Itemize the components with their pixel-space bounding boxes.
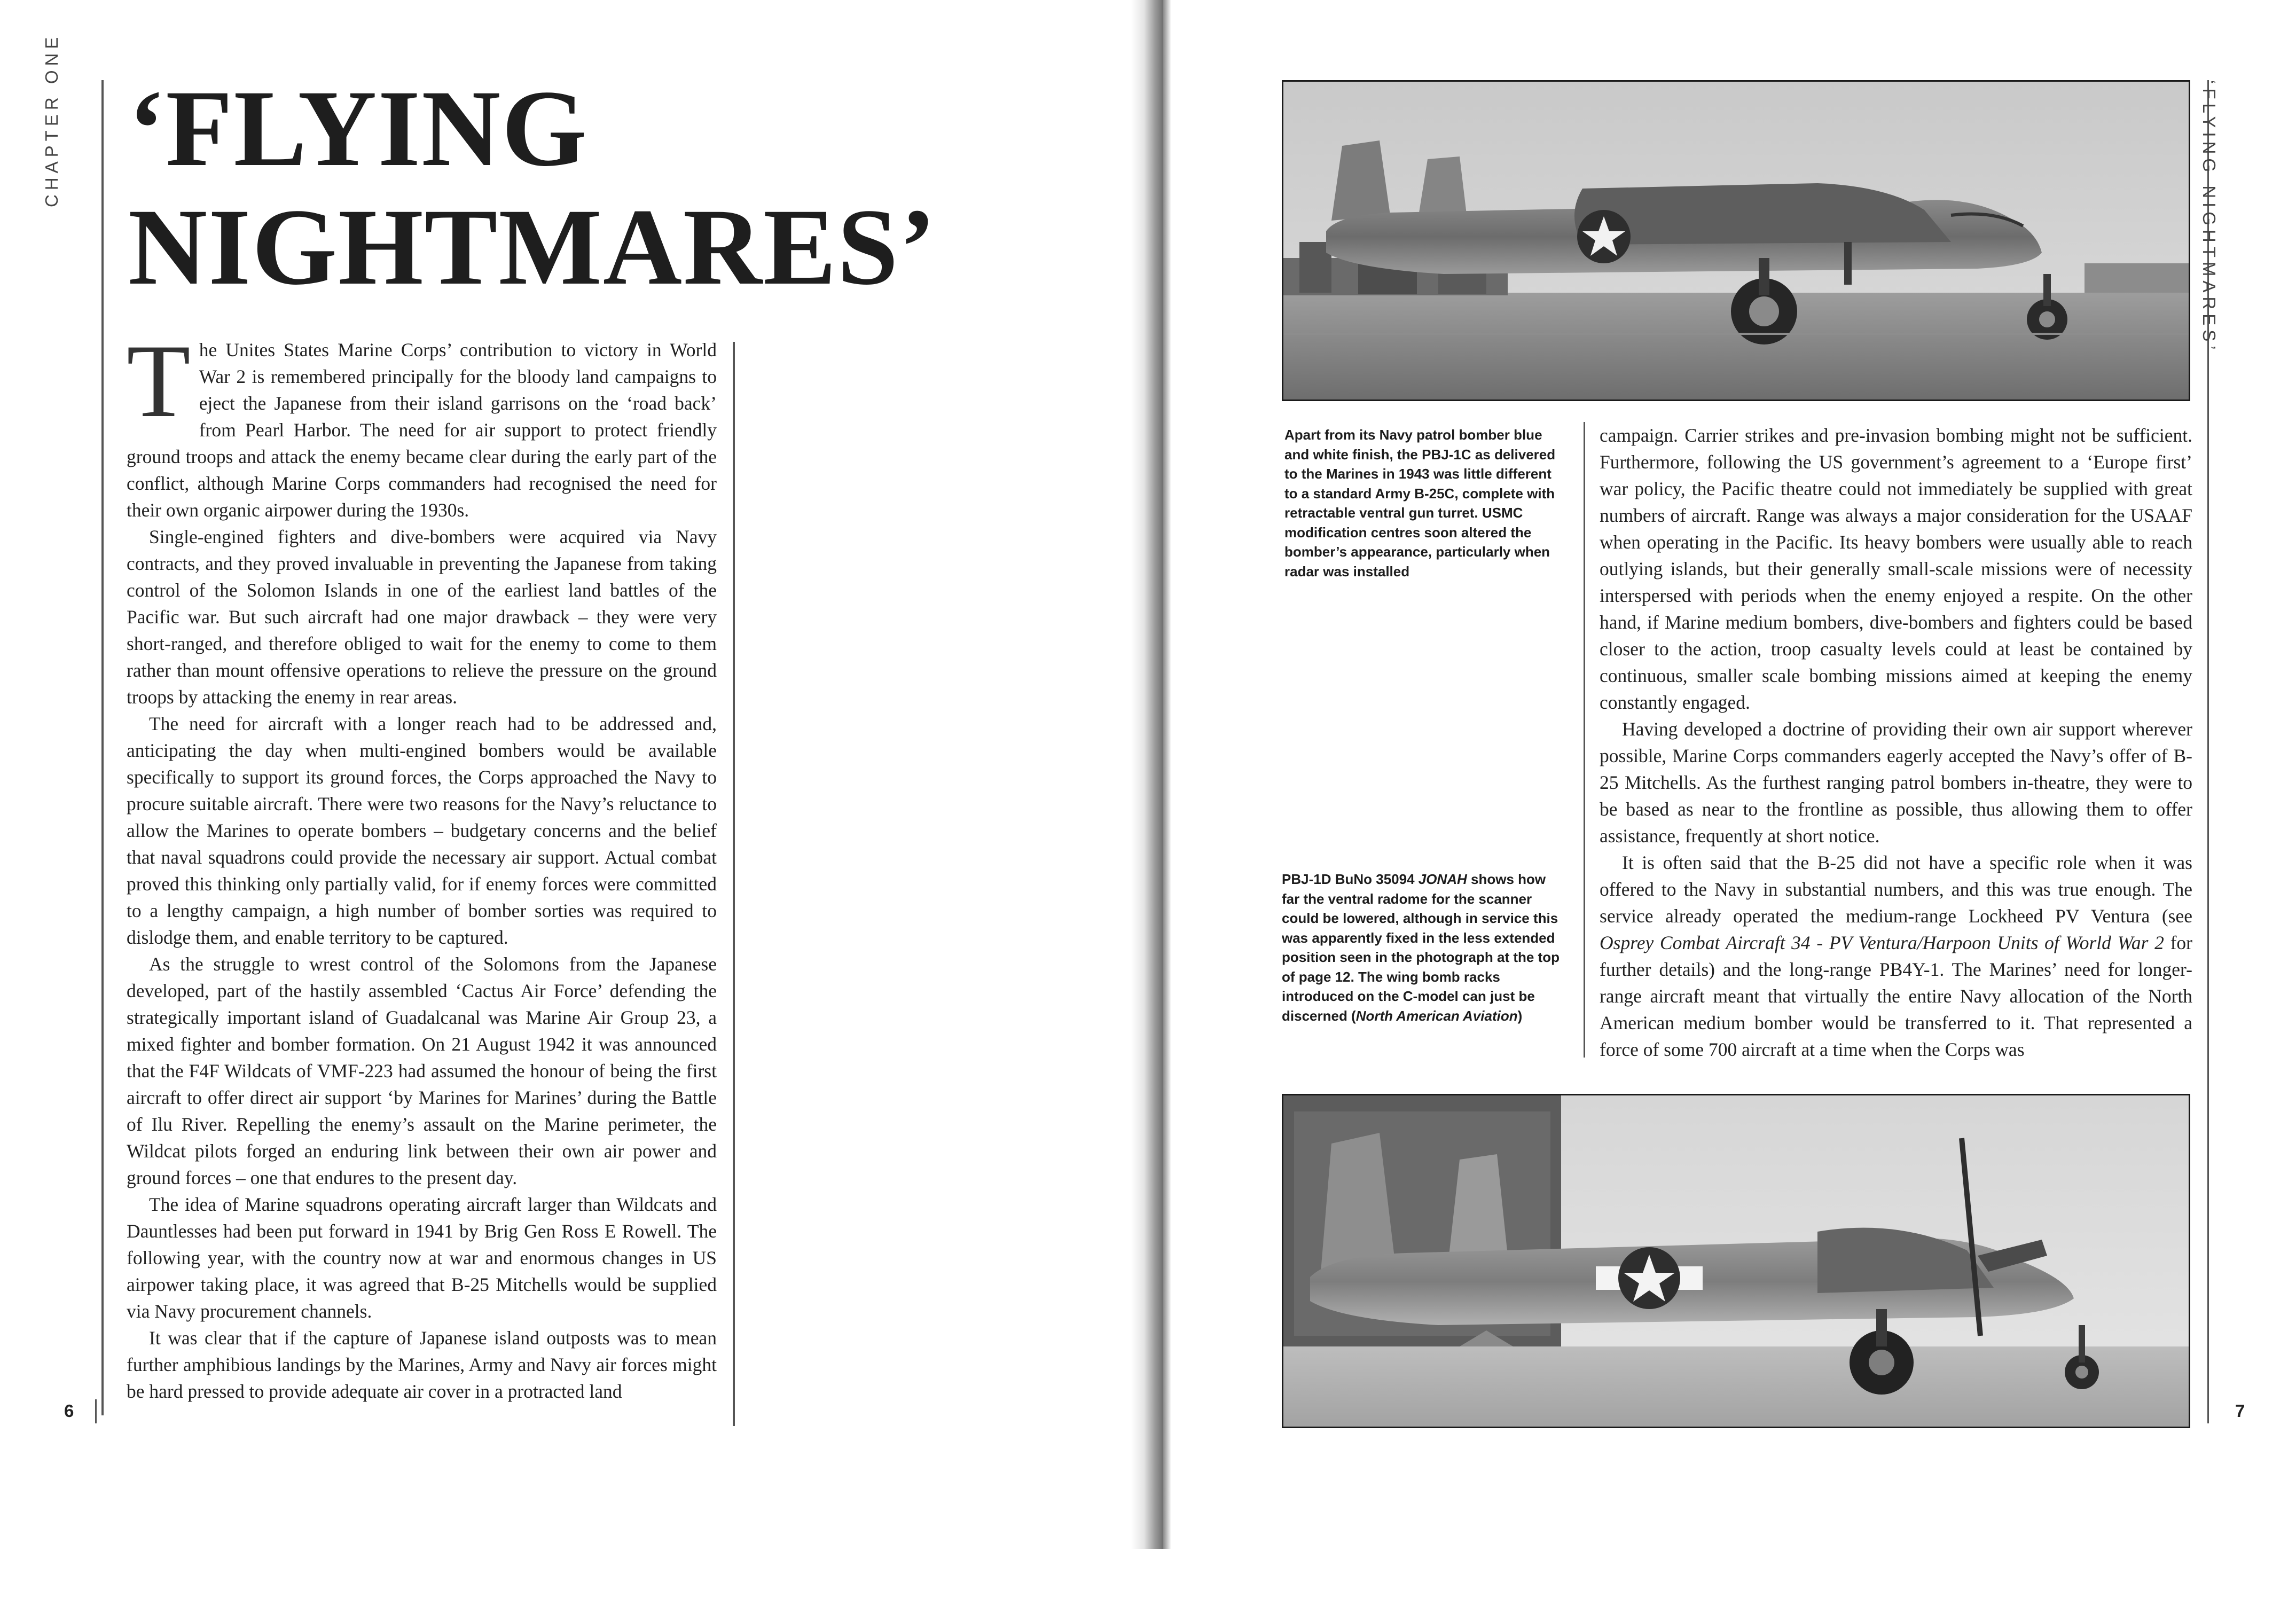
caption-top-photo: Apart from its Navy patrol bomber blue and white finish, the PBJ-1C as delivered to the Marines in 1943 was little different to a standard Army B-25C, complete with retractable ventral gun turret. USMC modification centres soon altered the bomber’s appearance, particularly when radar was installed — [1284, 427, 1556, 580]
paragraph-3: The need for aircraft with a longer reach had to be addressed and, anticipating the day when multi-engined bombers would be available specifically to support its ground forces, the Corps approached the Navy to procure suitable aircraft. There were two reasons for the Navy’s reluctance to allow the Marines to operate bombers – budgetary concerns and the belief that naval squadrons could provide the necessary air support. Actual combat proved this thinking only partially valid, for if enemy forces were committed to a lengthy campaign, a high number of bomber sorties was required to dislodge them, and enable territory to be captured. — [127, 713, 717, 948]
folio-rule-left — [95, 1399, 97, 1423]
left-margin-rule — [101, 80, 104, 1415]
caption-bottom-photo: PBJ-1D BuNo 35094 JONAH shows how far the ventral radome for the scanner could be lowered, although in service this was apparently fixed in the less extended position seen in the photograph at the top of page 12. The wing bomb racks introduced on the C-model can just be discerned (North American Aviation) — [1282, 871, 1560, 1024]
paragraph-4: As the struggle to wrest control of the Solomons from the Japanese developed, part of the hastily assembled ‘Cactus Air Force’ defending the strategically important island of Guadalcanal was Marine Air Group 23, a mixed fighter and bomber formation. On 21 August 1942 it was announced that the F4F Wildcats of VMF-223 had assumed the honour of being the first aircraft to offer direct air support ‘by Marines for Marines’ during the Battle of Ilu River. Repelling the enemy’s assault on the Marine perimeter, the Wildcat pilots forged an enduring link between their own air power and ground forces – one that endures to the present day. — [127, 953, 717, 1188]
drop-cap: T — [127, 323, 191, 439]
paragraph-2: Single-engined fighters and dive-bombers were acquired via Navy contracts, and they proved invaluable in preventing the Japanese from taking control of the Solomon Islands in one of the earliest land battles of the Pacific war. But such aircraft had one major drawback – they were very short-ranged, and therefore obliged to wait for the enemy to come to them rather than mount offensive operations to relieve the pressure on the ground troops by attacking the enemy in rear areas. — [127, 526, 717, 708]
page-number-right: 7 — [2235, 1401, 2245, 1421]
title-line-2: NIGHTMARES’ — [128, 186, 937, 308]
photo-pbj-1c — [1282, 80, 2190, 401]
book-reference: Osprey Combat Aircraft 34 - PV Ventura/Harpoon Units of World War 2 — [1600, 932, 2164, 953]
bomber-photo-bottom — [1283, 1095, 2189, 1427]
paragraph-6: It was clear that if the capture of Japanese island outposts was to mean further amphibious landings by the Marines, Army and Navy air forces might be hard pressed to provide adequate air cover in a protracted land — [127, 1327, 717, 1402]
paragraph-1: The Unites States Marine Corps’ contribution to victory in World War 2 is remembered principally for the bloody land campaigns to eject the Japanese from their island garrisons on the ‘road back’ from Pearl Harbor. The need for air support to protect friendly ground troops and attack the enemy became clear during the early part of the conflict, although Marine Corps commanders had recognised the need for their own organic airpower during the 1930s. — [127, 323, 717, 521]
folio-rule-right — [2207, 1399, 2209, 1423]
aircraft-name: JONAH — [1418, 871, 1467, 887]
bomber-photo-top — [1283, 82, 2189, 400]
left-column-rule — [733, 342, 735, 1426]
paragraph-continued: campaign. Carrier strikes and pre-invasion bombing might not be sufficient. Furthermore, following the US government’s agreement to a ‘Europe first’ war policy, the Pacific theatre could not immediately be supplied with great numbers of aircraft. Range was always a major consideration for the USAAF when operating in the Pacific. Its heavy bombers were usually able to reach outlying islands, but their generally small-scale missions were of necessity interspersed with periods when the enemy enjoyed a respite. On the other hand, if Marine medium bombers, dive-bombers and fighters could be based closer to the action, troop casualty levels could at least be contained by continuous, smaller scale bombing missions aimed at keeping the enemy constantly engaged. — [1600, 425, 2192, 713]
title-line-1: ‘FLYING — [128, 68, 588, 189]
left-page — [0, 0, 1140, 1621]
paragraph-role: It is often said that the B-25 did not have a specific role when it was offered to the Navy in substantial numbers, and this was true enough. The service already operated the medium-range Lockheed PV Ventura (see Osprey Combat Aircraft 34 - PV Ventura/Harpoon Units of World War 2 for further details) and the long-range PB4Y-1. The Marines’ need for longer-range aircraft meant that virtually the entire Navy allocation of the North American medium bomber would be transferred to it. That represented a force of some 700 aircraft at a time when the Corps was — [1600, 852, 2192, 1060]
right-body-text — [1600, 422, 2192, 1063]
photo-credit: North American Aviation — [1355, 1007, 1518, 1024]
chapter-title — [128, 69, 937, 307]
chapter-side-label: CHAPTER ONE — [42, 33, 61, 207]
paragraph-5: The idea of Marine squadrons operating aircraft larger than Wildcats and Dauntlesses had been put forward in 1941 by Brig Gen Ross E Rowell. The following year, with the country now at war and enormous changes in US airpower taking place, it was agreed that B-25 Mitchells would be supplied via Navy procurement channels. — [127, 1194, 717, 1322]
photo-pbj-1d-jonah — [1282, 1094, 2190, 1428]
running-head: ‘FLYING NIGHTMARES’ — [2199, 80, 2219, 354]
right-column-rule — [1584, 422, 1585, 1058]
page-number-left: 6 — [64, 1401, 74, 1421]
left-body-text — [127, 323, 717, 1405]
paragraph-doctrine: Having developed a doctrine of providing their own air support wherever possible, Marine Corps commanders eagerly accepted the Navy’s offer of B-25 Mitchells. As the furthest ranging patrol bombers in-theatre, they were to be based as near to the frontline as possible, thus allowing them to offer assistance, frequently at short notice. — [1600, 718, 2192, 847]
